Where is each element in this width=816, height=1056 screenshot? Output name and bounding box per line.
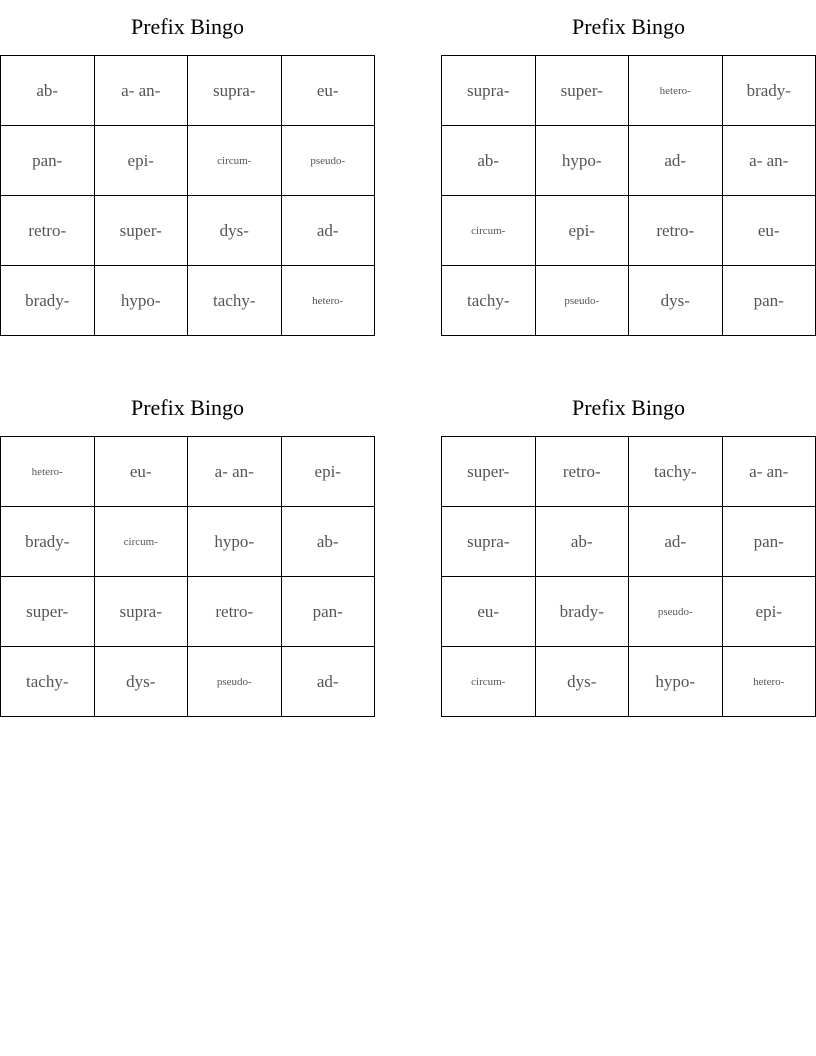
bingo-cell: tachy- xyxy=(188,266,282,336)
bingo-cell: circum- xyxy=(442,647,536,717)
bingo-grid xyxy=(0,436,375,717)
bingo-cell: eu- xyxy=(282,56,376,126)
bingo-card-2 xyxy=(441,10,816,336)
bingo-cell: eu- xyxy=(95,437,189,507)
bingo-grid xyxy=(441,55,816,336)
bingo-grid xyxy=(441,436,816,717)
bingo-cell: tachy- xyxy=(1,647,95,717)
bingo-cell: hetero- xyxy=(629,56,723,126)
bingo-cell: ad- xyxy=(282,647,376,717)
bingo-cell: brady- xyxy=(536,577,630,647)
bingo-cell: pseudo- xyxy=(536,266,630,336)
card-title: Prefix Bingo xyxy=(571,14,686,39)
bingo-cell: super- xyxy=(95,196,189,266)
bingo-cell: ad- xyxy=(629,126,723,196)
bingo-cell: ad- xyxy=(282,196,376,266)
bingo-cell: circum- xyxy=(188,126,282,196)
card-title: Prefix Bingo xyxy=(130,395,245,420)
bingo-cell: a- an- xyxy=(723,126,816,196)
bingo-cell: dys- xyxy=(188,196,282,266)
bingo-cell: supra- xyxy=(442,56,536,126)
bingo-cell: epi- xyxy=(95,126,189,196)
bingo-cell: pseudo- xyxy=(188,647,282,717)
bingo-cell: hetero- xyxy=(1,437,95,507)
bingo-card-3 xyxy=(0,391,375,717)
bingo-cell: super- xyxy=(1,577,95,647)
bingo-cell: brady- xyxy=(1,266,95,336)
bingo-cell: supra- xyxy=(442,507,536,577)
bingo-cell: hetero- xyxy=(723,647,816,717)
bingo-cell: a- an- xyxy=(188,437,282,507)
bingo-cell: retro- xyxy=(188,577,282,647)
bingo-cell: supra- xyxy=(95,577,189,647)
bingo-cell: circum- xyxy=(442,196,536,266)
bingo-grid xyxy=(0,55,375,336)
bingo-cell: supra- xyxy=(188,56,282,126)
bingo-cell: circum- xyxy=(95,507,189,577)
bingo-cell: pan- xyxy=(723,507,816,577)
card-title: Prefix Bingo xyxy=(571,395,686,420)
card-title: Prefix Bingo xyxy=(130,14,245,39)
bingo-cell: pseudo- xyxy=(282,126,376,196)
bingo-cell: epi- xyxy=(536,196,630,266)
bingo-cell: tachy- xyxy=(629,437,723,507)
bingo-cell: pan- xyxy=(282,577,376,647)
bingo-cell: ab- xyxy=(1,56,95,126)
bingo-cell: brady- xyxy=(1,507,95,577)
bingo-cell: epi- xyxy=(282,437,376,507)
bingo-cell: ab- xyxy=(536,507,630,577)
bingo-cell: dys- xyxy=(95,647,189,717)
bingo-card-1 xyxy=(0,10,375,336)
bingo-card-4 xyxy=(441,391,816,717)
bingo-cell: pan- xyxy=(1,126,95,196)
bingo-cell: retro- xyxy=(629,196,723,266)
bingo-cell: super- xyxy=(442,437,536,507)
bingo-cell: retro- xyxy=(1,196,95,266)
bingo-cell: pseudo- xyxy=(629,577,723,647)
bingo-cell: ad- xyxy=(629,507,723,577)
bingo-cell: hypo- xyxy=(536,126,630,196)
bingo-cell: ab- xyxy=(282,507,376,577)
bingo-cell: dys- xyxy=(536,647,630,717)
bingo-cell: dys- xyxy=(629,266,723,336)
bingo-cell: eu- xyxy=(442,577,536,647)
bingo-cell: a- an- xyxy=(723,437,816,507)
bingo-cell: retro- xyxy=(536,437,630,507)
bingo-cell: hypo- xyxy=(629,647,723,717)
bingo-cell: epi- xyxy=(723,577,816,647)
bingo-cell: eu- xyxy=(723,196,816,266)
bingo-cell: pan- xyxy=(723,266,816,336)
bingo-cell: a- an- xyxy=(95,56,189,126)
bingo-cell: ab- xyxy=(442,126,536,196)
bingo-cell: hypo- xyxy=(188,507,282,577)
bingo-cell: hetero- xyxy=(282,266,376,336)
bingo-cell: brady- xyxy=(723,56,816,126)
bingo-cell: tachy- xyxy=(442,266,536,336)
bingo-cell: super- xyxy=(536,56,630,126)
bingo-cell: hypo- xyxy=(95,266,189,336)
